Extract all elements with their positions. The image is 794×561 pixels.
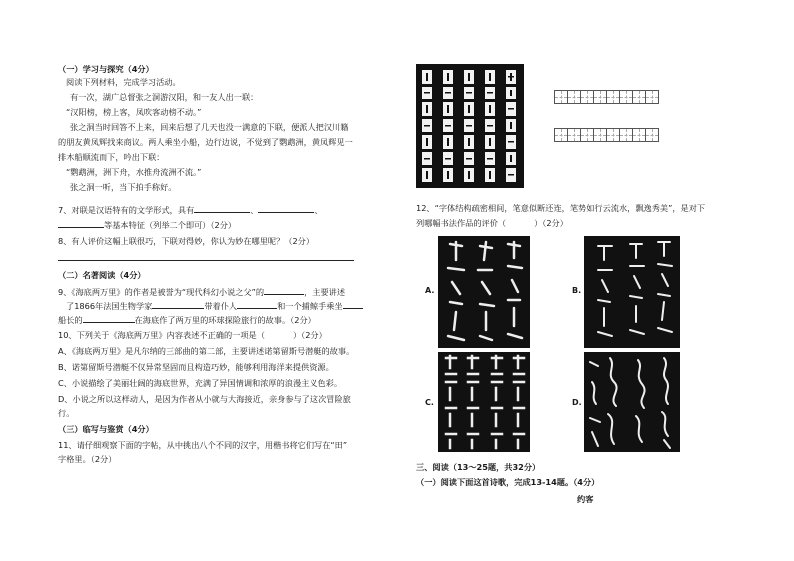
option-d-cont: 行。 <box>58 408 75 418</box>
answer-blank[interactable] <box>83 313 135 323</box>
question-9-text: 和一个捕鲸手乘坐 <box>277 301 343 311</box>
option-c-label[interactable]: C. <box>425 398 434 407</box>
option-d-label[interactable]: D. <box>572 398 582 407</box>
question-12-text: 列哪幅书法作品的评价（ <box>416 218 507 228</box>
story-paragraph-1: 有一次，湖广总督张之洞游汉阳，和一友人出一联： <box>70 92 259 102</box>
tian-cell[interactable] <box>607 129 620 142</box>
separator: 、 <box>250 205 259 215</box>
calligraphy-strokes-a <box>438 236 530 348</box>
question-12: 12、“字体结构疏密相间，笔意似断还连，笔势如行云流水，飘逸秀美”，是对下 <box>416 203 706 213</box>
option-b-label[interactable]: B. <box>572 286 582 295</box>
tian-cell[interactable] <box>581 91 594 104</box>
section-reading-title: 三、阅读（13～25题，共32分） <box>416 462 541 472</box>
calligraphy-strokes-c <box>438 352 530 452</box>
tian-cell[interactable] <box>633 91 646 104</box>
question-9-text: 9、《海底两万里》的作者是被誉为“现代科幻小说之父”的 <box>58 287 265 297</box>
question-12-score: ）（2分） <box>534 218 568 228</box>
option-a-label[interactable]: A. <box>425 286 435 295</box>
calligraphy-sample-c[interactable] <box>438 352 530 452</box>
section-1-intro: 阅读下列材料，完成学习活动。 <box>66 77 181 87</box>
question-9-line-2 <box>66 299 363 312</box>
copybook-glyphs <box>416 64 524 188</box>
separator: 、 <box>314 205 323 215</box>
question-7-text: 7、对联是汉语特有的文学形式，具有 <box>58 205 195 215</box>
copybook-image <box>416 64 524 188</box>
tian-grid-row-2[interactable] <box>554 128 659 142</box>
question-10: 10、下列关于《海底两万里》内容表述不正确的一项是（ ）（2分） <box>58 330 327 340</box>
question-10-score: （2分） <box>301 330 327 340</box>
tian-cell[interactable] <box>594 91 607 104</box>
tian-cell[interactable] <box>581 129 594 142</box>
question-10-text: 10、下列关于《海底两万里》内容表述不正确的一项是 <box>58 330 257 340</box>
answer-blank[interactable] <box>152 299 204 309</box>
reading-sub-1: （一）阅读下面这首诗歌，完成13-14题。（4分） <box>416 477 600 487</box>
tian-cell[interactable] <box>568 91 581 104</box>
question-11: 11、请仔细观察下面的字帖，从中挑出八个不同的汉字，用楷书将它们写在“田” <box>58 440 348 450</box>
tian-grid-row-1[interactable] <box>554 90 659 104</box>
answer-blank[interactable] <box>194 203 250 213</box>
calligraphy-sample-a[interactable] <box>438 236 530 348</box>
question-9-text: 带着仆人 <box>204 301 238 311</box>
tian-cell[interactable] <box>633 129 646 142</box>
option-a: A、《海底两万里》是凡尔纳的三部曲的第二部，主要讲述诺第留斯号潜艇的故事。 <box>58 346 355 356</box>
question-12-cont <box>416 218 568 229</box>
story-paragraph-3: 张之洞一听，当下拍手称好。 <box>70 182 177 192</box>
answer-line[interactable] <box>58 260 354 261</box>
question-9-line-3 <box>58 313 316 326</box>
story-paragraph-2-cont: 的朋友黄凤辉找来商议。两人乘坐小船，边行边说，不觉到了鹦鹉洲，黄凤辉见一 <box>58 137 353 147</box>
tian-cell[interactable] <box>620 91 633 104</box>
tian-cell[interactable] <box>646 129 659 142</box>
poem-title: 约客 <box>577 494 594 504</box>
option-c: C、小说描绘了美丽壮阔的海底世界，充满了异国情调和浓厚的浪漫主义色彩。 <box>58 378 343 388</box>
answer-blank[interactable] <box>237 299 277 309</box>
couplet-first-line: “汉阳榜，榜上客，凤吹客动榜不动。” <box>66 107 202 117</box>
option-b: B、诺第留斯号潜艇不仅异常坚固而且构造巧妙，能够利用海洋来提供资源。 <box>58 362 334 372</box>
question-7 <box>58 203 323 216</box>
calligraphy-sample-b[interactable] <box>584 236 680 348</box>
calligraphy-strokes-b <box>584 236 680 348</box>
answer-blank[interactable] <box>258 203 314 213</box>
question-9-text: 船长的 <box>58 315 83 325</box>
story-paragraph-2: 张之洞当时回答不上来，回来后想了几天也没一满意的下联，便派人把汉川籍 <box>70 122 349 132</box>
calligraphy-sample-d[interactable] <box>584 352 680 452</box>
question-7-text-cont: 等基本特征（列举二个即可）（2分） <box>104 220 237 230</box>
tian-cell[interactable] <box>555 91 568 104</box>
question-9-text: 在海底作了两万里的环球探险旅行的故事。（2分） <box>134 315 316 325</box>
question-9-text: ，主要讲述 <box>304 287 346 297</box>
section-1-title: （一）学习与探究（4分） <box>58 64 154 74</box>
calligraphy-strokes-d <box>584 352 680 452</box>
question-11-cont: 字格里。（2分） <box>58 454 117 464</box>
tian-cell[interactable] <box>594 129 607 142</box>
question-8: 8、有人评价这幅上联很巧，下联对得妙，你认为妙在哪里呢？（2分） <box>58 236 315 246</box>
section-3-title: （三）临写与鉴赏（4分） <box>58 424 154 434</box>
tian-cell[interactable] <box>646 91 659 104</box>
option-d: D、小说之所以这样动人，是因为作者从小就与大海接近，亲身参与了这次冒险旅 <box>58 394 351 404</box>
tian-cell[interactable] <box>620 129 633 142</box>
section-2-title: （二）名著阅读（4分） <box>58 270 146 280</box>
question-9 <box>58 285 345 298</box>
question-7-cont <box>58 218 236 231</box>
story-paragraph-2-end: 排木船顺流而下，吟出下联： <box>58 152 165 162</box>
tian-cell[interactable] <box>607 91 620 104</box>
answer-blank[interactable] <box>264 285 304 295</box>
tian-cell[interactable] <box>568 129 581 142</box>
question-9-text: 了1866年法国生物学家 <box>66 301 153 311</box>
answer-blank[interactable] <box>58 218 104 228</box>
tian-cell[interactable] <box>555 129 568 142</box>
answer-blank[interactable] <box>343 299 363 309</box>
couplet-second-line: “鹦鹉洲，洲下舟，水推舟流洲不流。” <box>66 167 202 177</box>
